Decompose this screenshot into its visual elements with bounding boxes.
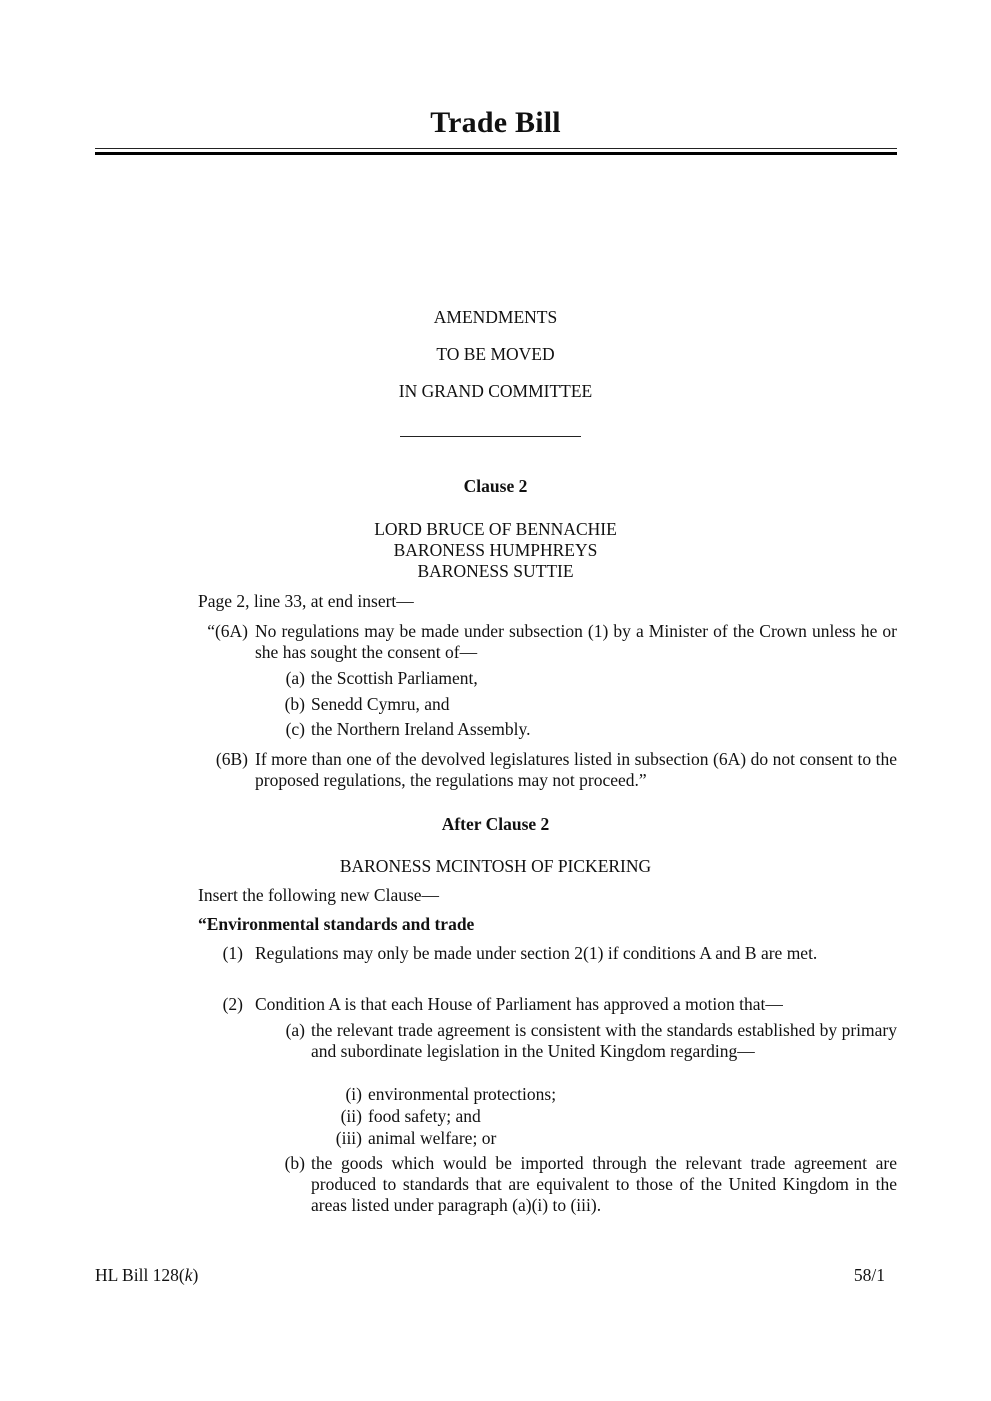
new-clause-title: “Environmental standards and trade <box>198 914 475 934</box>
clause-heading: Clause 2 <box>463 476 528 496</box>
clause-heading: After Clause 2 <box>441 814 550 834</box>
amendment-instruction: Page 2, line 33, at end insert— <box>198 591 414 611</box>
document-title: Trade Bill <box>430 106 561 139</box>
item-number: (b) <box>284 694 305 714</box>
subsection-text: Condition A is that each House of Parliament has approved a motion that— <box>255 994 783 1014</box>
subsection-text: No regulations may be made under subsection (1) by a Minister of the Crown unless he or she has sought the consent of— <box>255 621 897 662</box>
subparagraph-number: (i) <box>345 1084 362 1104</box>
bill-reference: HL Bill 128(k) <box>95 1265 199 1285</box>
subsection-text: If more than one of the devolved legislatures listed in subsection (6A) do not consent to the proposed regulations, the regulations may not proceed.” <box>255 749 897 790</box>
amendment-instruction: Insert the following new Clause— <box>198 885 440 905</box>
paragraph-number: (a) <box>285 1020 305 1040</box>
section-divider <box>400 436 581 437</box>
item-text: Senedd Cymru, and <box>311 694 450 714</box>
subparagraph-text: food safety; and <box>368 1106 481 1126</box>
sponsor-name: BARONESS MCINTOSH OF PICKERING <box>339 856 652 876</box>
subsection-number: (6B) <box>215 749 248 769</box>
subsection-number: (1) <box>222 943 243 963</box>
intro-line-1: AMENDMENTS <box>433 307 558 327</box>
paragraph-text: the goods which would be imported through the relevant trade agreement are produced to standards that are equivalent to those of the United Kingdom in the areas listed under paragraph (a)(i) to (iii). <box>311 1153 897 1215</box>
item-number: (a) <box>285 668 305 688</box>
subparagraph-text: environmental protections; <box>368 1084 557 1104</box>
title-rule-thick <box>95 152 897 155</box>
sponsor-list <box>0 519 991 582</box>
item-text: the Scottish Parliament, <box>311 668 478 688</box>
paragraph-number: (b) <box>284 1153 305 1173</box>
intro-line-3: IN GRAND COMMITTEE <box>398 381 593 401</box>
paragraph-text: the relevant trade agreement is consistent with the standards established by primary and subordinate legislation in the United Kingdom regarding— <box>311 1020 897 1061</box>
subsection-number: (2) <box>222 994 243 1014</box>
sponsor-name: BARONESS HUMPHREYS <box>393 540 598 560</box>
subsection-number: “(6A) <box>207 621 248 641</box>
intro-line-2: TO BE MOVED <box>436 344 555 364</box>
sponsor-name: LORD BRUCE OF BENNACHIE <box>374 519 617 539</box>
item-number: (c) <box>285 719 305 739</box>
subparagraph-text: animal welfare; or <box>368 1128 497 1148</box>
page-reference: 58/1 <box>853 1265 885 1285</box>
item-text: the Northern Ireland Assembly. <box>311 719 531 739</box>
sponsor-name: BARONESS SUTTIE <box>417 561 574 581</box>
subsection-text: Regulations may only be made under section 2(1) if conditions A and B are met. <box>255 943 818 963</box>
subparagraph-number: (ii) <box>340 1106 362 1126</box>
title-rule-thin <box>95 148 897 149</box>
subparagraph-number: (iii) <box>335 1128 362 1148</box>
